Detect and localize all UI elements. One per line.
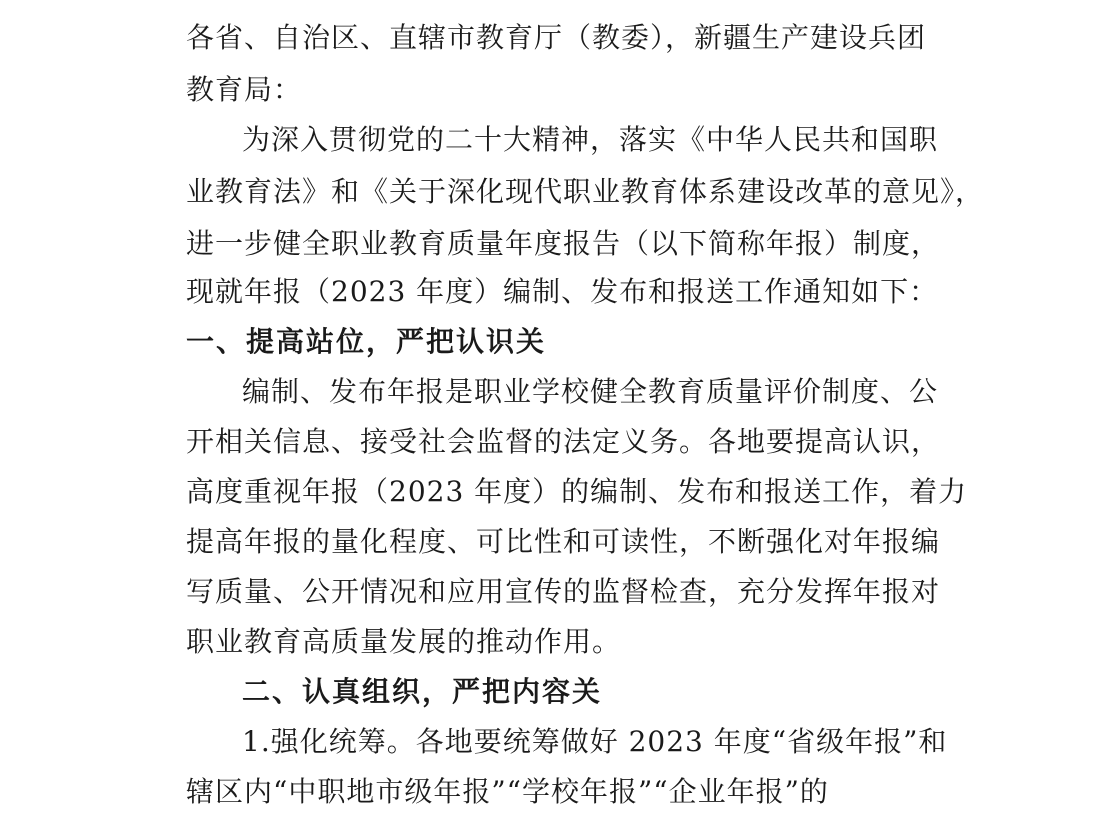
section-heading-1: 一、提高站位，严把认识关 bbox=[186, 325, 547, 358]
section-2-line-1: 1.强化统筹。各地要统筹做好 2023 年度“省级年报”和 bbox=[242, 725, 948, 758]
section-2-line-2: 辖区内“中职地市级年报”“学校年报”“企业年报”的 bbox=[186, 775, 829, 808]
section-heading-2: 二、认真组织，严把内容关 bbox=[242, 675, 603, 708]
section-1-line-1: 编制、发布年报是职业学校健全教育质量评价制度、公 bbox=[242, 375, 939, 408]
section-1-line-5: 写质量、公开情况和应用宣传的监督检查，充分发挥年报对 bbox=[186, 575, 941, 608]
intro-line-1: 为深入贯彻党的二十大精神，落实《中华人民共和国职 bbox=[242, 123, 939, 156]
salutation-line-1: 各省、自治区、直辖市教育厅（教委），新疆生产建设兵团 bbox=[186, 21, 927, 54]
section-1-line-3: 高度重视年报（2023 年度）的编制、发布和报送工作，着力 bbox=[186, 475, 968, 508]
intro-line-2: 业教育法》和《关于深化现代职业教育体系建设改革的意见》， bbox=[186, 175, 985, 208]
section-1-line-6: 职业教育高质量发展的推动作用。 bbox=[186, 625, 622, 658]
intro-line-3: 进一步健全职业教育质量年度报告（以下简称年报）制度， bbox=[186, 227, 941, 260]
section-1-line-2: 开相关信息、接受社会监督的法定义务。各地要提高认识， bbox=[186, 425, 941, 458]
section-1-line-4: 提高年报的量化程度、可比性和可读性，不断强化对年报编 bbox=[186, 525, 941, 558]
intro-line-4: 现就年报（2023 年度）编制、发布和报送工作通知如下： bbox=[186, 275, 939, 308]
salutation-line-2: 教育局： bbox=[186, 73, 303, 106]
